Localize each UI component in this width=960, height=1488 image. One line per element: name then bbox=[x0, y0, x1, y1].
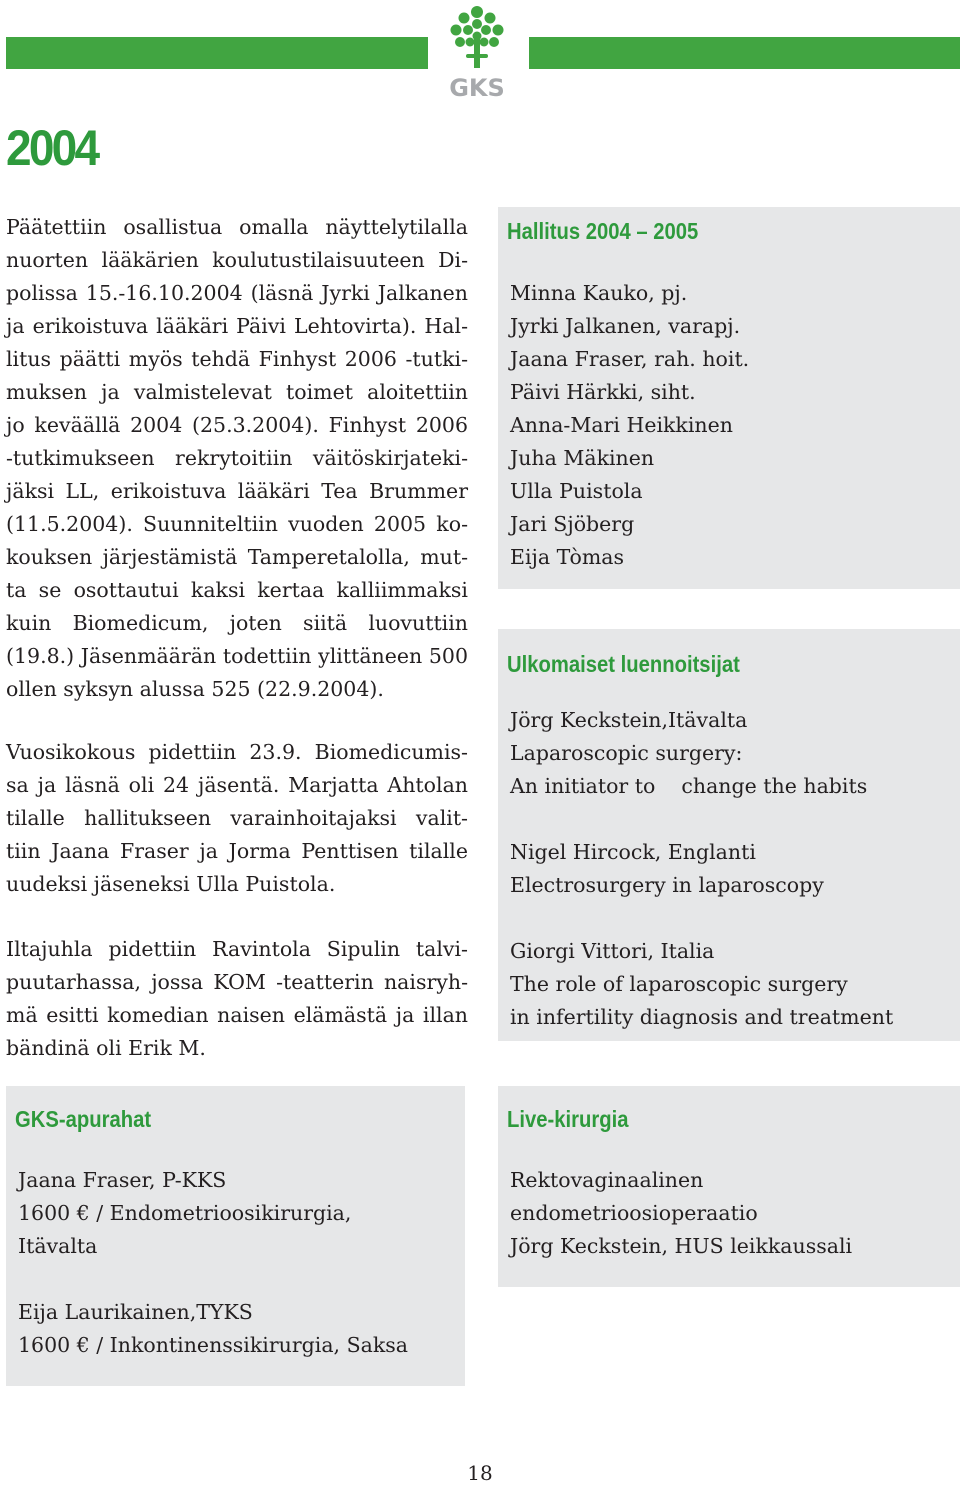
text-line: Päivi Härkki, siht. bbox=[510, 380, 696, 404]
text-line: jäksi LL, erikoistuva lääkäri Tea Brummer bbox=[6, 479, 468, 503]
lecturer-group bbox=[510, 704, 867, 803]
page-number: 18 bbox=[467, 1461, 493, 1485]
text-line: Jörg Keckstein,Itävalta bbox=[510, 708, 748, 732]
tree-icon bbox=[440, 2, 514, 76]
text-line: nuorten lääkärien koulutustilaisuuteen Di- bbox=[6, 248, 468, 272]
text-line: litus päätti myös tehdä Finhyst 2006 -tutki- bbox=[6, 347, 468, 371]
text-line: Eija Laurikainen,TYKS bbox=[18, 1300, 253, 1324]
text-line: Ulla Puistola bbox=[510, 479, 643, 503]
board-panel bbox=[498, 207, 960, 589]
logo-text: GKS bbox=[449, 74, 505, 102]
live-surgery-title: Live-kirurgia bbox=[507, 1106, 629, 1132]
text-line: Eija Tòmas bbox=[510, 545, 625, 569]
text-line: Nigel Hircock, Englanti bbox=[510, 840, 756, 864]
text-line: ta se osottautui kaksi kertaa kalliimmaksi bbox=[6, 578, 468, 602]
text-line: ja erikoistuva lääkäri Päivi Lehtovirta). Hal- bbox=[6, 314, 468, 338]
text-line: polissa 15.-16.10.2004 (läsnä Jyrki Jalkanen bbox=[6, 281, 468, 305]
text-line: ollen syksyn alussa 525 (22.9.2004). bbox=[6, 677, 384, 701]
paragraph-evening-party bbox=[6, 933, 468, 1065]
text-line: The role of laparoscopic surgery bbox=[510, 972, 848, 996]
text-line: jo keväällä 2004 (25.3.2004). Finhyst 2006 bbox=[6, 413, 468, 437]
board-title: Hallitus 2004 – 2005 bbox=[507, 218, 699, 244]
text-line: Electrosurgery in laparoscopy bbox=[510, 873, 824, 897]
text-line: tiin Jaana Fraser ja Jorma Penttisen tilalle bbox=[6, 839, 468, 863]
paragraph-annual-meeting bbox=[6, 736, 468, 901]
paragraph-board-activities bbox=[6, 211, 468, 706]
text-line: kouksen järjestämistä Tamperetalolla, mut- bbox=[6, 545, 468, 569]
text-line: Iltajuhla pidettiin Ravintola Sipulin talvi- bbox=[6, 937, 468, 961]
page-title: 2004 bbox=[6, 120, 98, 176]
text-line: Jaana Fraser, rah. hoit. bbox=[510, 347, 750, 371]
text-line: 1600 € / Inkontinenssikirurgia, Saksa bbox=[18, 1333, 409, 1357]
text-line: 1600 € / Endometrioosikirurgia, bbox=[18, 1201, 352, 1225]
text-line: Giorgi Vittori, Italia bbox=[510, 939, 715, 963]
text-line: uudeksi jäseneksi Ulla Puistola. bbox=[6, 872, 336, 896]
text-line: Jari Sjöberg bbox=[510, 512, 635, 536]
grant-item bbox=[18, 1164, 351, 1263]
gks-logo bbox=[440, 2, 514, 102]
text-line: Jyrki Jalkanen, varapj. bbox=[510, 314, 741, 338]
text-line: tilalle hallitukseen varainhoitajaksi valit- bbox=[6, 806, 468, 830]
text-line: sa ja läsnä oli 24 jäsentä. Marjatta Ahtolan bbox=[6, 773, 468, 797]
text-line: puutarhassa, jossa KOM -teatterin naisryh- bbox=[6, 970, 468, 994]
text-line: in infertility diagnosis and treatment bbox=[510, 1005, 894, 1029]
lecturers-panel bbox=[498, 629, 960, 1041]
grants-title: GKS-apurahat bbox=[15, 1106, 152, 1132]
text-line: mä esitti komedian naisen elämästä ja illan bbox=[6, 1003, 468, 1027]
lecturers-title: Ulkomaiset luennoitsijat bbox=[507, 651, 740, 677]
text-line: Itävalta bbox=[18, 1234, 98, 1258]
lecturer-group bbox=[510, 836, 824, 902]
text-line: Rektovaginaalinen bbox=[510, 1168, 704, 1192]
header-bar-right bbox=[529, 37, 960, 69]
text-line: (19.8.) Jäsenmäärän todettiin ylittäneen 500 bbox=[6, 644, 468, 668]
live-surgery-lines bbox=[510, 1164, 852, 1263]
live-surgery-panel bbox=[498, 1086, 960, 1287]
text-line: Laparoscopic surgery: bbox=[510, 741, 743, 765]
text-line: An initiator to change the habits bbox=[510, 774, 868, 798]
grants-panel bbox=[6, 1086, 465, 1386]
board-member-list bbox=[510, 277, 749, 574]
text-line: endometrioosioperaatio bbox=[510, 1201, 758, 1225]
text-line: (11.5.2004). Suunniteltiin vuoden 2005 ko- bbox=[6, 512, 468, 536]
text-line: -tutkimukseen rekrytoitiin väitöskirjateki- bbox=[6, 446, 468, 470]
text-line: Jörg Keckstein, HUS leikkaussali bbox=[510, 1234, 853, 1258]
text-line: Minna Kauko, pj. bbox=[510, 281, 688, 305]
lecturer-group bbox=[510, 935, 893, 1034]
text-line: Anna-Mari Heikkinen bbox=[510, 413, 733, 437]
text-line: Päätettiin osallistua omalla näyttelytilalla bbox=[6, 215, 468, 239]
text-line: Jaana Fraser, P-KKS bbox=[18, 1168, 227, 1192]
grant-item bbox=[18, 1296, 408, 1362]
text-line: Juha Mäkinen bbox=[510, 446, 655, 470]
text-line: muksen ja valmistelevat toimet aloitettiin bbox=[6, 380, 468, 404]
text-line: kuin Biomedicum, joten siitä luovuttiin bbox=[6, 611, 468, 635]
text-line: Vuosikokous pidettiin 23.9. Biomedicumis- bbox=[6, 740, 468, 764]
header-bar-left bbox=[6, 37, 428, 69]
text-line: bändinä oli Erik M. bbox=[6, 1036, 206, 1060]
